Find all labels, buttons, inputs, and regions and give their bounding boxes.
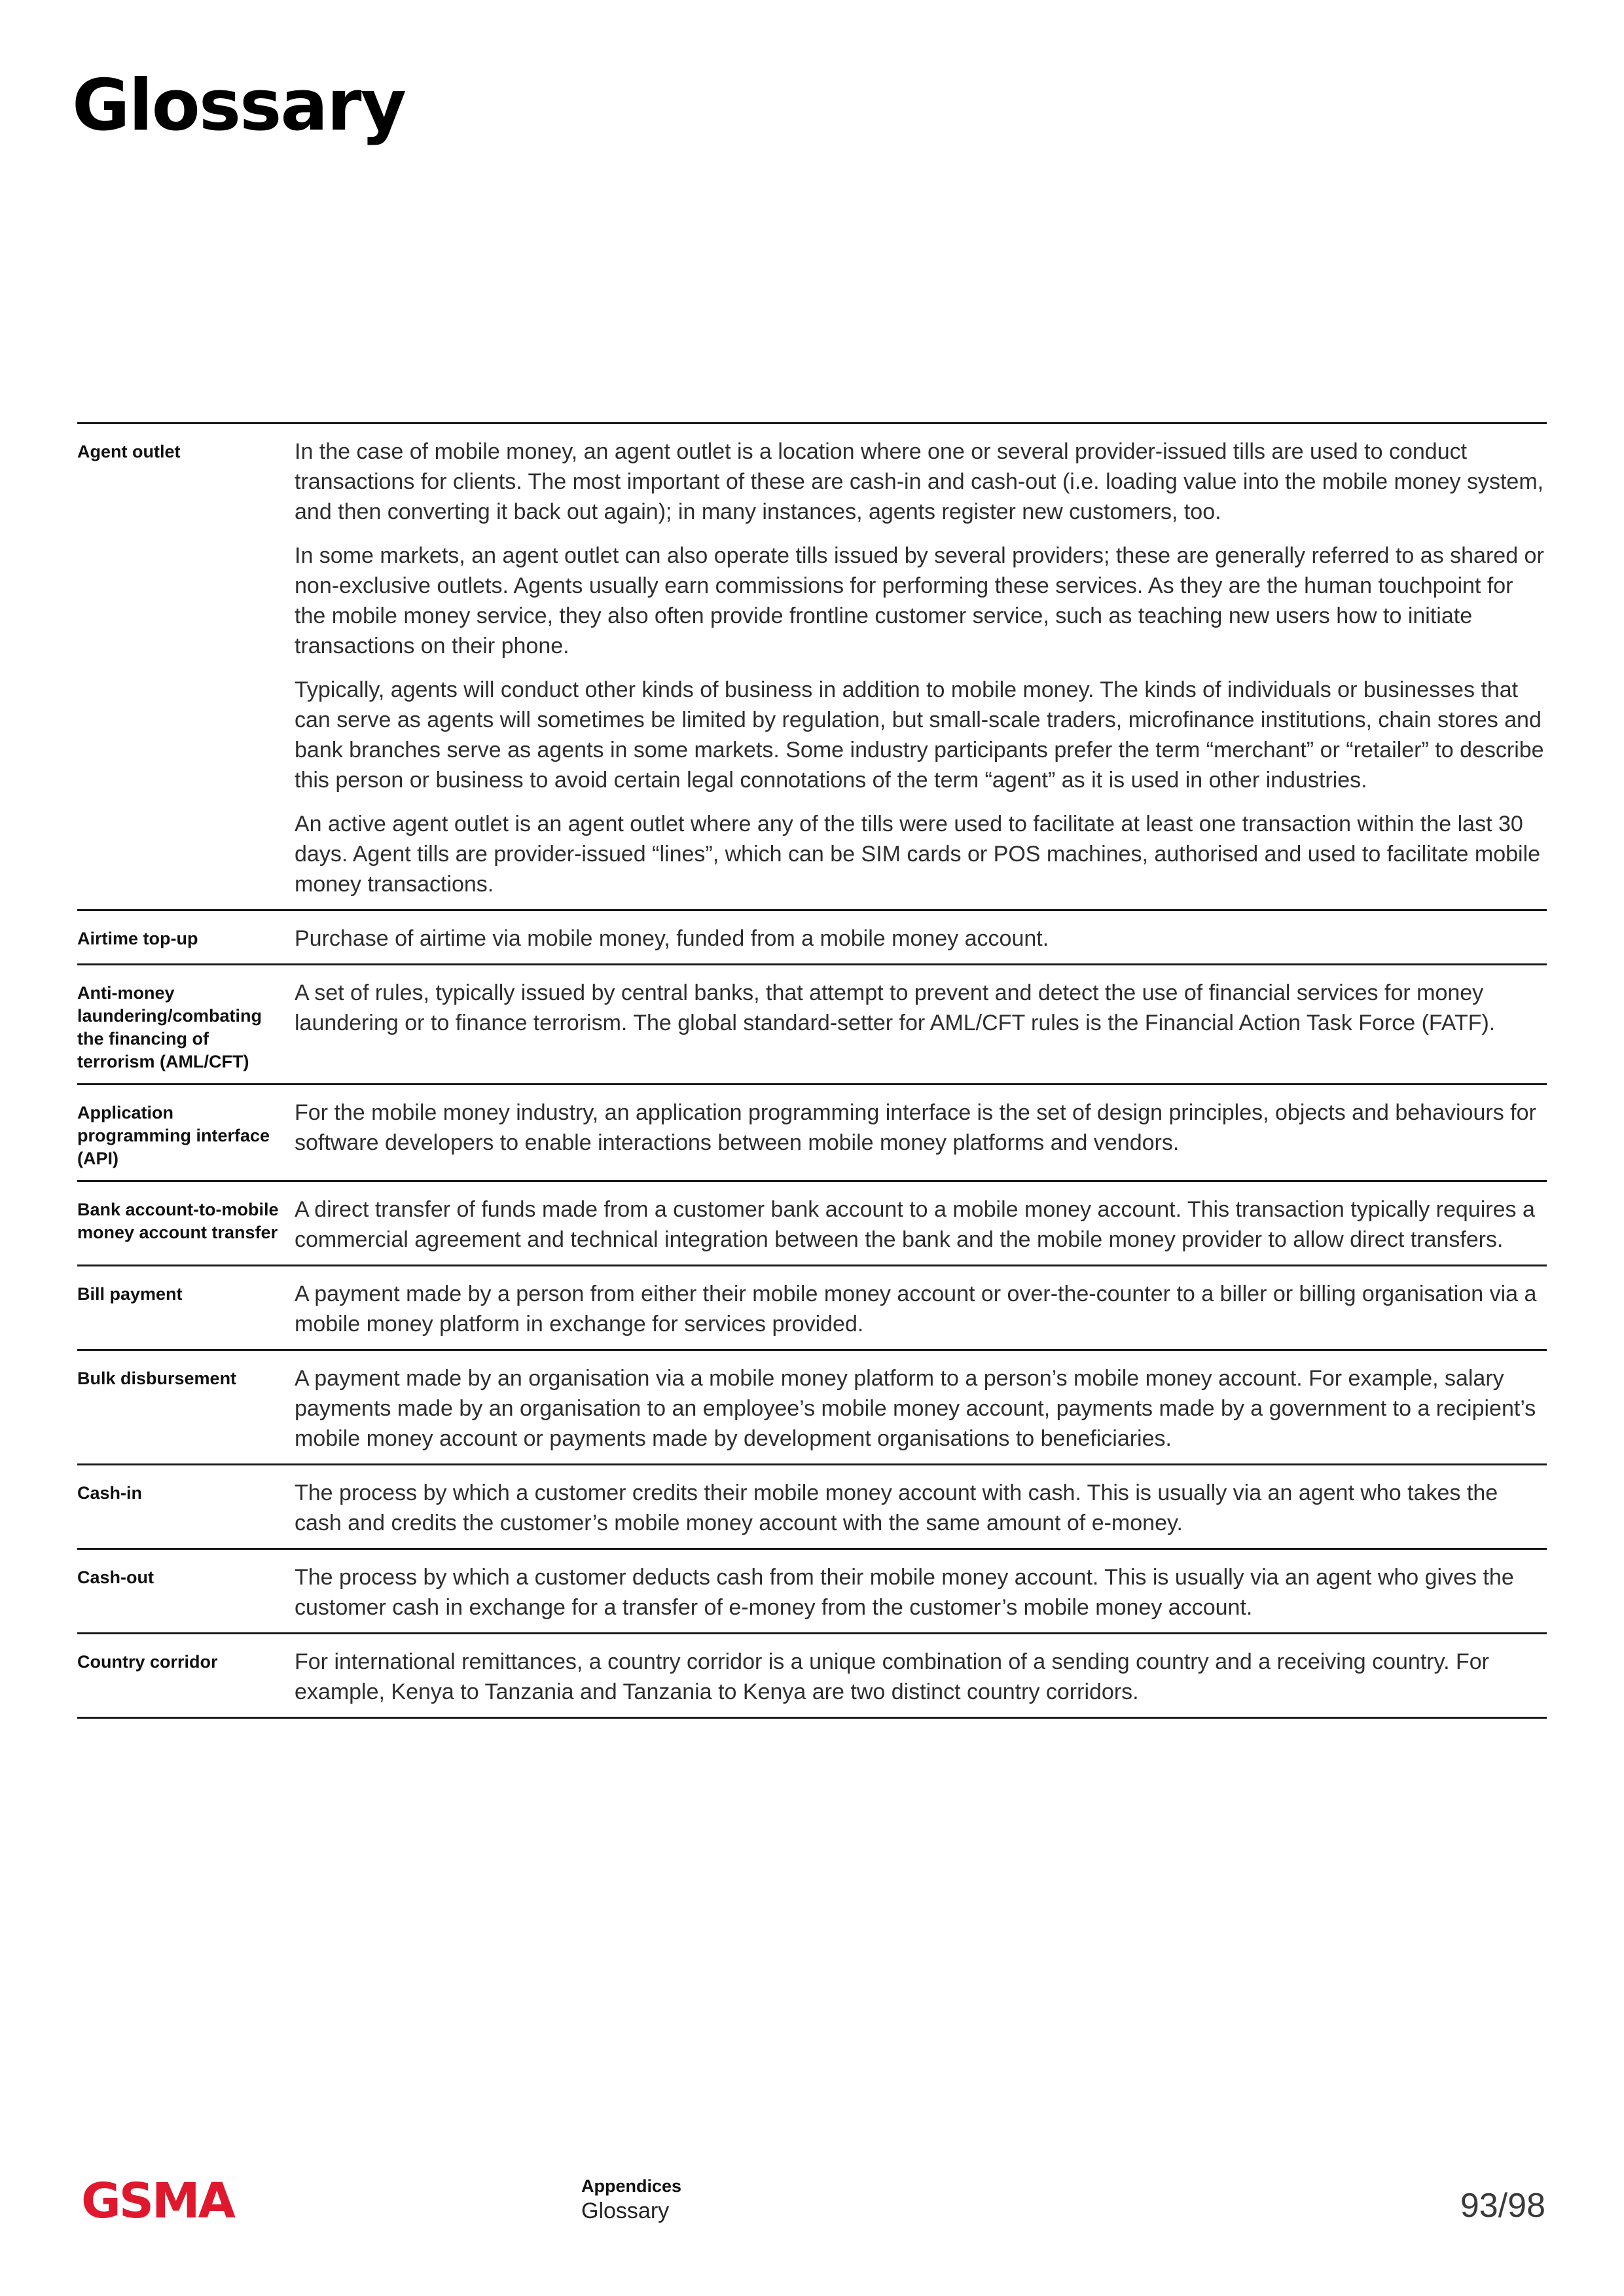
- glossary-row: [77, 911, 1547, 965]
- definition-paragraph: For international remittances, a country corridor is a unique combination of a sending country and a receiving country. For example, Kenya to Tanzania and Tanzania to Kenya are two distinct country corridors.: [295, 1649, 1489, 1704]
- glossary-term: Cash-out: [77, 1568, 154, 1587]
- glossary-row: [77, 1182, 1547, 1266]
- definition-paragraph: A direct transfer of funds made from a customer bank account to a mobile money account. This transaction typically requires a commercial agreement and technical integration between the bank and the mobile money provider to allow direct transfers.: [295, 1197, 1535, 1252]
- glossary-term: Anti-money laundering/⁠combating the financing of terrorism (AML/⁠CFT): [77, 983, 262, 1071]
- footer-subsection-label: Glossary: [581, 2198, 670, 2223]
- glossary-term: Bank account-to-mobile money account transfer: [77, 1200, 279, 1242]
- glossary-definition: [295, 437, 1547, 899]
- glossary-definition: [295, 1478, 1547, 1538]
- footer-section-label: Appendices: [581, 2176, 682, 2196]
- gsma-logo: GSMA: [81, 2173, 234, 2229]
- glossary-row: [77, 1465, 1547, 1550]
- footer-breadcrumb: [581, 2176, 681, 2224]
- definition-paragraph: The process by which a customer credits their mobile money account with cash. This is usually via an agent who takes the cash and credits the customer’s mobile money account with the same amount of e-money.: [295, 1480, 1498, 1535]
- glossary-definition: [295, 1279, 1547, 1339]
- definition-paragraph: A payment made by an organisation via a mobile money platform to a person’s mobile money account. For example, salary payments made by an organisation to an employee’s mobile money account, payments made by a government to a recipient’s mobile money account or payments made by development organisations to beneficiaries.: [295, 1366, 1536, 1451]
- glossary-term: Cash-in: [77, 1483, 143, 1503]
- definition-paragraph: A set of rules, typically issued by central banks, that attempt to prevent and detect the use of financial services for money laundering or to finance terrorism. The global standard-setter for AML/CFT rules is the Financial Action Task Force (FATF).: [295, 980, 1496, 1035]
- definition-paragraph: A payment made by a person from either their mobile money account or over-the-counter to a biller or billing organisation via a mobile money platform in exchange for services provided.: [295, 1282, 1537, 1336]
- glossary-table: [77, 422, 1547, 1719]
- definition-paragraph: Typically, agents will conduct other kinds of business in addition to mobile money. The kinds of individuals or businesses that can serve as agents will sometimes be limited by regulation, but small-scale traders, microfinance institutions, chain stores and bank branches serve as agents in some markets. Some industry participants prefer the term “merchant” or “retailer” to describe this person or business to avoid certain legal connotations of the term “agent” as it is used in other industries.: [295, 677, 1544, 793]
- definition-paragraph: For the mobile money industry, an application programming interface is the set of design principles, objects and behaviours for software developers to enable interactions between mobile money platforms and vendors.: [295, 1100, 1536, 1155]
- definition-paragraph: An active agent outlet is an agent outlet where any of the tills were used to facilitate at least one transaction within the last 30 days. Agent tills are provider-issued “lines”, which can be SIM cards or POS machines, authorised and used to facilitate mobile money transactions.: [295, 812, 1541, 897]
- glossary-row: [77, 1634, 1547, 1719]
- page-number: 93/98: [1460, 2187, 1545, 2225]
- glossary-row: [77, 965, 1547, 1085]
- glossary-definition: [295, 924, 1547, 954]
- glossary-definition: [295, 1194, 1547, 1255]
- glossary-definition: [295, 1098, 1547, 1158]
- glossary-term: Bill payment: [77, 1284, 183, 1304]
- glossary-row: [77, 1550, 1547, 1634]
- glossary-definition: [295, 1562, 1547, 1623]
- definition-paragraph: The process by which a customer deducts cash from their mobile money account. This is usually via an agent who gives the customer cash in exchange for a transfer of e-money from the customer’s mobile money account.: [295, 1565, 1514, 1620]
- glossary-term: Agent outlet: [77, 442, 181, 461]
- glossary-term: Application programming interface (API): [77, 1103, 270, 1168]
- definition-paragraph: In the case of mobile money, an agent outlet is a location where one or several provider-issued tills are used to conduct transactions for clients. The most important of these are cash-in and cash-out (i.e. loading value into the mobile money system, and then converting it back out again); in many instances, agents register new customers, too.: [295, 439, 1544, 524]
- glossary-term: Bulk disbursement: [77, 1369, 237, 1388]
- glossary-row: [77, 1085, 1547, 1182]
- glossary-term: Airtime top-up: [77, 929, 198, 948]
- page-footer: [0, 2172, 1624, 2250]
- definition-paragraph: Purchase of airtime via mobile money, funded from a mobile money account.: [295, 926, 1049, 951]
- page-title: Glossary: [72, 65, 405, 147]
- glossary-definition: [295, 1647, 1547, 1707]
- glossary-row: [77, 1266, 1547, 1351]
- definition-paragraph: In some markets, an agent outlet can also operate tills issued by several providers; these are generally referred to as shared or non-exclusive outlets. Agents usually earn commissions for performing these services. As they are the human touchpoint for the mobile money service, they also often provide frontline customer service, such as teaching new users how to initiate transactions on their phone.: [295, 543, 1544, 658]
- glossary-term: Country corridor: [77, 1652, 218, 1672]
- glossary-row: [77, 1351, 1547, 1465]
- glossary-definition: [295, 1363, 1547, 1454]
- glossary-row: [77, 424, 1547, 911]
- glossary-definition: [295, 978, 1547, 1038]
